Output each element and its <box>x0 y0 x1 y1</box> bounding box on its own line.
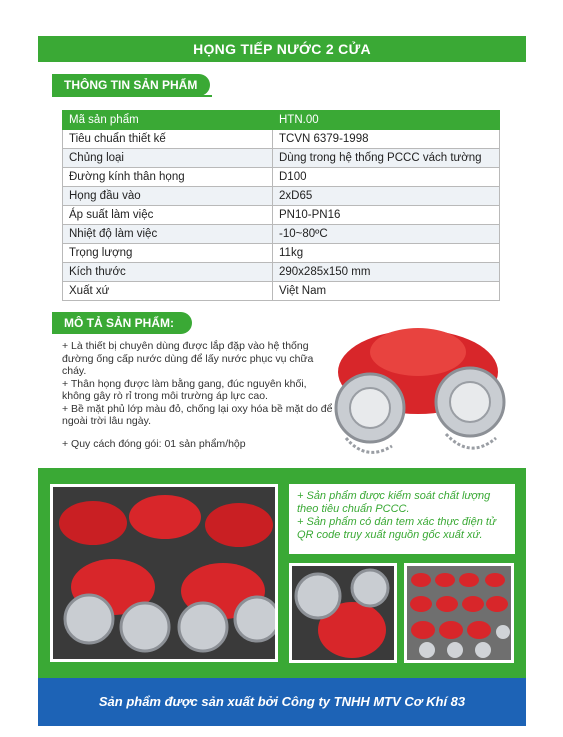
spec-value: PN10-PN16 <box>273 206 500 225</box>
packaging-note: + Quy cách đóng gói: 01 sản phẩm/hộp <box>62 437 246 450</box>
product-photo-closeup <box>289 563 397 663</box>
spec-row <box>63 206 500 225</box>
spec-key: Kích thước <box>63 263 273 282</box>
spec-row <box>63 111 500 130</box>
description-paragraph: + Là thiết bị chuyên dùng được lắp đặp vào hệ thống đường ống cấp nước dùng để lấy nước phục vụ chữa cháy. <box>62 340 314 377</box>
product-description <box>62 340 334 450</box>
spec-row <box>63 187 500 206</box>
spec-key: Đường kính thân họng <box>63 168 273 187</box>
quality-note: + Sản phẩm được kiểm soát chất lượng theo tiêu chuẩn PCCC. <box>297 490 491 515</box>
spec-key: Chủng loại <box>63 149 273 168</box>
spec-value: Việt Nam <box>273 282 500 301</box>
spec-key: Trọng lượng <box>63 244 273 263</box>
quality-notes <box>289 484 515 554</box>
spec-value: HTN.00 <box>273 111 500 130</box>
product-image <box>306 312 522 472</box>
spec-row <box>63 263 500 282</box>
spec-value: -10~80ºC <box>273 225 500 244</box>
description-paragraph: + Bề mặt phủ lớp màu đỏ, chống lại oxy hóa bề mặt do để ngoài trời lâu ngày. <box>62 402 333 427</box>
product-photo-stack <box>50 484 278 662</box>
spec-row <box>63 225 500 244</box>
spec-row <box>63 149 500 168</box>
spec-row <box>63 282 500 301</box>
spec-row <box>63 130 500 149</box>
product-sheet <box>38 36 526 726</box>
spec-value: TCVN 6379-1998 <box>273 130 500 149</box>
spec-value: D100 <box>273 168 500 187</box>
spec-key: Tiêu chuẩn thiết kế <box>63 130 273 149</box>
spec-key: Áp suất làm việc <box>63 206 273 225</box>
spec-value: 11kg <box>273 244 500 263</box>
spec-value: Dùng trong hệ thống PCCC vách tường <box>273 149 500 168</box>
spec-key: Xuất xứ <box>63 282 273 301</box>
spec-key: Mã sản phẩm <box>63 111 273 130</box>
manufacturer-footer: Sản phẩm được sản xuất bởi Công ty TNHH MTV Cơ Khí 83 <box>38 678 526 726</box>
qr-note: + Sản phẩm có dán tem xác thực điện tử QR code truy xuất nguồn gốc xuất xứ. <box>297 516 496 541</box>
section-divider <box>52 95 212 97</box>
spec-row <box>63 168 500 187</box>
section-heading-description: MÔ TẢ SẢN PHẨM: <box>52 312 192 334</box>
spec-table <box>62 110 500 301</box>
page-title: HỌNG TIẾP NƯỚC 2 CỬA <box>38 36 526 62</box>
product-photo-warehouse <box>404 563 514 663</box>
spec-value: 2xD65 <box>273 187 500 206</box>
spec-value: 290x285x150 mm <box>273 263 500 282</box>
description-paragraph: + Thân họng được làm bằng gang, đúc nguyên khối, không gây rò rỉ trong môi trường áp lực cao. <box>62 377 307 402</box>
section-heading-info: THÔNG TIN SẢN PHẨM <box>52 74 210 96</box>
spec-key: Họng đầu vào <box>63 187 273 206</box>
spec-key: Nhiệt độ làm việc <box>63 225 273 244</box>
spec-row <box>63 244 500 263</box>
